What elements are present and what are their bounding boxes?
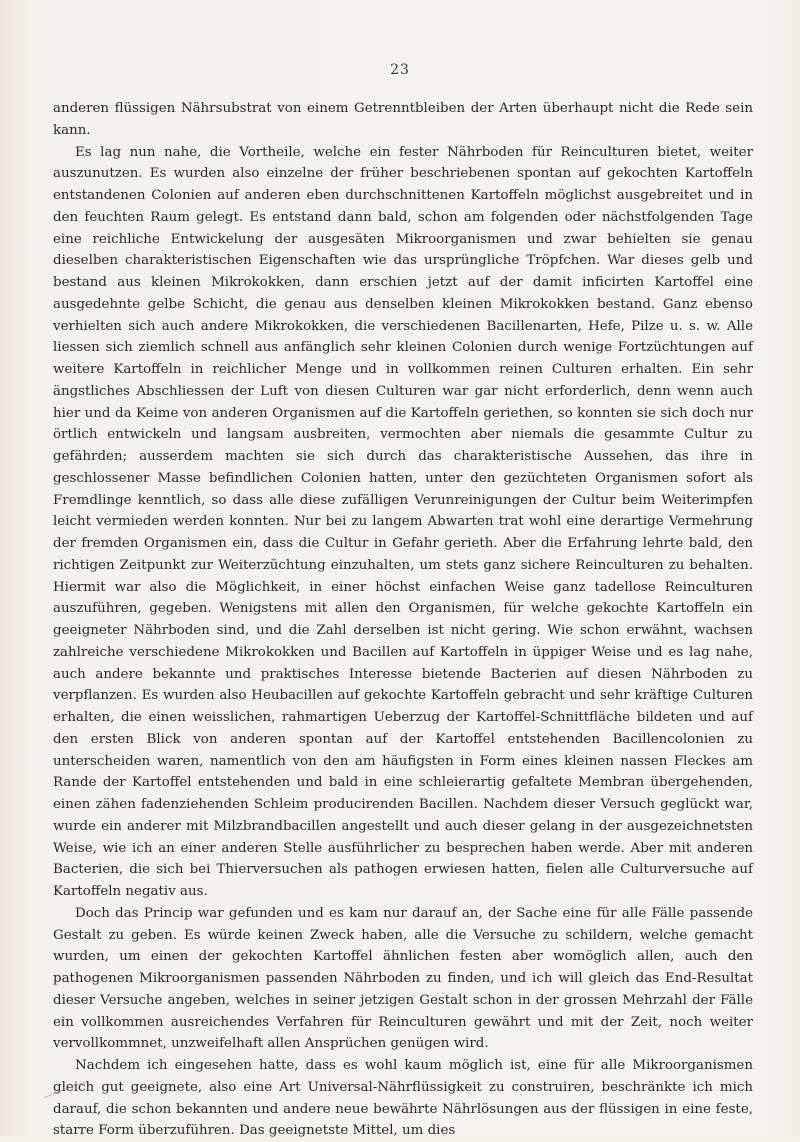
page-number: 23 (390, 62, 410, 78)
body-text (53, 98, 753, 1142)
paragraph-1: anderen flüssigen Nährsubstrat von einem Getrenntbleiben der Arten überhaupt nicht die Rede sein kann. (53, 101, 753, 138)
paragraph-2: Es lag nun nahe, die Vortheile, welche ein fester Nährboden für Reinculturen bietet, weiter auszunutzen. Es wurden also einzelne der früher beschriebenen spontan auf gekochten Kartoffeln entstandenen Colonien auf anderen eben durchschnittenen Kartoffeln möglichst ausgebreitet und in den feuchten Raum gelegt. Es entstand dann bald, schon am folgenden oder nächstfolgenden Tage eine reichliche Entwickelung der ausgesäten Mikroorganismen und zwar behielten sie genau dieselben charakteristischen Eigenschaften wie das ursprüngliche Tröpfchen. War dieses gelb und bestand aus kleinen Mikrokokken, dann erschien jetzt auf der damit inficirten Kartoffel eine ausgedehnte gelbe Schicht, die genau aus denselben kleinen Mikrokokken bestand. Ganz ebenso verhielten sich auch andere Mikrokokken, die verschiedenen Bacillenarten, Hefe, Pilze u. s. w. Alle liessen sich ziemlich schnell aus anfänglich sehr kleinen Colonien durch wenige Fortzüchtungen auf weitere Kartoffeln in reichlicher Menge und in vollkommen reinen Culturen erhalten. Ein sehr ängstliches Abschliessen der Luft von diesen Culturen war gar nicht erforderlich, denn wenn auch hier und da Keime von anderen Organismen auf die Kartoffeln geriethen, so konnten sie sich doch nur örtlich entwickeln und langsam ausbreiten, vermochten aber niemals die gesammte Cultur zu gefährden; ausserdem machten sie sich durch das charakteristische Aussehen, das ihre in geschlossener Masse befindlichen Colonien hatten, unter den gezüchteten Organismen sofort als Fremdlinge kenntlich, so dass alle diese zufälligen Verunreinigungen der Cultur beim Weiterimpfen leicht vermieden werden konnten. Nur bei zu langem Abwarten trat wohl eine derartige Vermehrung der fremden Organismen ein, dass die Cultur in Gefahr gerieth. Aber die Erfahrung lehrte bald, den richtigen Zeitpunkt zur Weiterzüchtung einzuhalten, um stets ganz sichere Reinculturen zu behalten. Hiermit war also die Möglichkeit, in einer höchst einfachen Weise ganz tadellose Reinculturen auszuführen, gegeben. Wenigstens mit allen den Organismen, für welche gekochte Kartoffeln ein geeigneter Nährboden sind, und die Zahl derselben ist nicht gering. Wie schon erwähnt, wachsen zahlreiche verschiedene Mikrokokken und Bacillen auf Kartoffeln in üppiger Weise und es lag nahe, auch andere bekannte und praktisches Interesse bietende Bacterien auf diesen Nährboden zu verpflanzen. Es wurden also Heubacillen auf gekochte Kartoffeln gebracht und sehr kräftige Culturen erhalten, die einen weisslichen, rahmartigen Ueberzug der Kartoffel-Schnittfläche bildeten und auf den ersten Blick von anderen spontan auf der Kartoffel entstehenden Bacillencolonien zu unterscheiden waren, namentlich von den am häufigsten in Form eines kleinen nassen Fleckes am Rande der Kartoffel entstehenden und bald in eine schleierartig gefaltete Membran übergehenden, einen zähen fadenziehenden Schleim producirenden Bacillen. Nachdem dieser Versuch geglückt war, wurde ein anderer mit Milzbrandbacillen angestellt und auch dieser gelang in der ausgezeichnetsten Weise, wie ich an einer anderen Stelle ausführlicher zu besprechen haben werde. Aber mit anderen Bacterien, die sich bei Thierversuchen als pathogen erwiesen hatten, fielen alle Culturversuche auf Kartoffeln negativ aus. (53, 144, 753, 899)
ink-smudge (42, 1080, 88, 1100)
paragraph-4: Nachdem ich eingesehen hatte, dass es wohl kaum möglich ist, eine für alle Mikroorganismen gleich gut geeignete, also eine Art Universal-Nährflüssigkeit zu construiren, beschränkte ich mich darauf, die schon bekannten und andere neue bewährte Nährlösungen aus der flüssigen in eine feste, starre Form überzuführen. Das geeignetste Mittel, um dies (53, 1058, 753, 1139)
paragraph-3: Doch das Princip war gefunden und es kam nur darauf an, der Sache eine für alle Fälle passende Gestalt zu geben. Es würde keinen Zweck haben, alle die Versuche zu schildern, welche gemacht wurden, um einen der gekochten Kartoffel ähnlichen festen aber womöglich allen, auch den pathogenen Mikroorganismen passenden Nährboden zu finden, und ich will gleich das End-Resultat dieser Versuche angeben, welches in seiner jetzigen Gestalt schon in der grossen Mehrzahl der Fälle ein vollkommen ausreichendes Verfahren für Reinculturen gewährt und mit der Zeit, noch weiter vervollkommnet, unzweifelhaft allen Ansprüchen genügen wird. (53, 905, 753, 1052)
